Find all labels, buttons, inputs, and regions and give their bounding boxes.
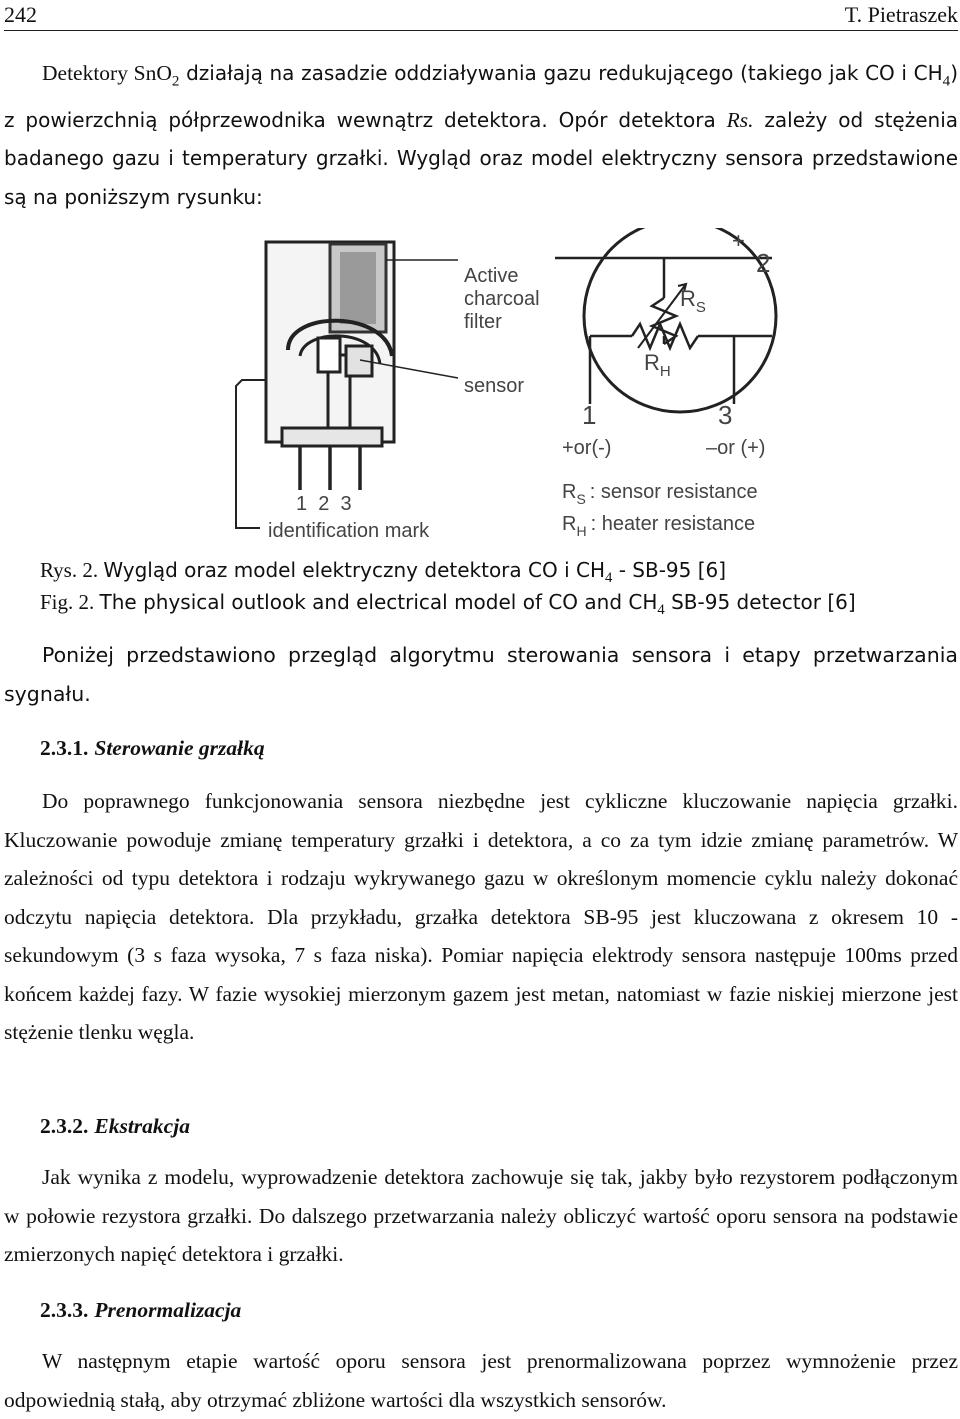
label-pins: 1 2 3 (296, 493, 352, 515)
page-number: 242 (4, 2, 37, 27)
section-heading-2 (40, 1114, 190, 1139)
section-3-text: W następnym etapie wartość oporu sensora jest prenormalizowana poprzez wymnożenie przez odpowiednią stałą, aby otrzymać zbliżone wartości dla wszystkich sensorów. (4, 1349, 958, 1412)
legend-rh: $R_H$ : heater resistance (562, 513, 756, 539)
section-1-title: Sterowanie grzałką (94, 736, 265, 760)
section-3-number: 2.3.3. (40, 1298, 89, 1322)
label-pin-1: 1 (582, 400, 597, 430)
section-2-text: Jak wynika z modelu, wyprowadzenie detektora zachowuje się tak, jakby było rezystorem podłączonym w połowie rezystora grzałki. Do dalszego przetwarzania należy obliczyć wartość oporu sensora na podstawie zmierzonych napięć detektora i grzałki. (4, 1165, 958, 1266)
section-heading-1 (40, 736, 265, 761)
caption-en-text: The physical outlook and electrical model of CO and CH (99, 590, 658, 614)
intro-sub-1: 2 (171, 73, 180, 90)
sensor-outlook-drawing (236, 242, 458, 528)
label-rh: $R_H$ (644, 350, 671, 380)
caption-pl-sub: 4 (605, 570, 613, 587)
intro-paragraph (4, 54, 958, 216)
overview-paragraph: Poniżej przedstawiono przegląd algorytmu sterowania sensora i etapy przetwarzania sygnału. (4, 643, 958, 706)
caption-pl-tail: - SB-95 [6] (612, 558, 727, 582)
section-3-title: Prenormalizacja (94, 1298, 242, 1322)
caption-en-sub: 4 (657, 602, 665, 619)
section-1-text: Do poprawnego funkcjonowania sensora niezbędne jest cykliczne kluczowanie napięcia grzałki. Kluczowanie powoduje zmianę temperatury grzałki i detektora, a co za tym idzie zmianę parametrów. W zależności od typu detektora i rodzaju wykrywanego gazu w określonym momencie cyklu należy dokonać odczytu napięcia detektora. Dla przykładu, grzałka detektora SB-95 jest kluczowana z okresem 10 - sekundowym (3 s faza wysoka, 7 s faza niska). Pomiar napięcia elektrody sensora następuje 100ms przed końcem każdej fazy. W fazie wysokiej mierzonym gazem jest metan, natomiast w fazie niskiej mierzone jest stężenie tlenku węgla. (4, 789, 958, 1044)
section-2-title: Ekstrakcja (94, 1114, 190, 1138)
sensor-figure (200, 228, 800, 548)
running-author: T. Pietraszek (844, 2, 958, 27)
caption-polish (40, 558, 726, 587)
label-active: Active (464, 265, 519, 287)
electrical-model-drawing (555, 228, 776, 412)
label-rs: $R_S$ (680, 286, 706, 316)
section-2-number: 2.3.2. (40, 1114, 89, 1138)
label-pin-1-polarity: +or(-) (562, 437, 612, 459)
section-1-number: 2.3.1. (40, 736, 89, 760)
intro-sub-2: 4 (942, 73, 951, 90)
intro-rs-symbol: Rs. (726, 107, 754, 132)
intro-text-3: ) z powierzchnią półprzewodnika wewnątrz detektora. Opór detektora (4, 61, 959, 132)
legend-rs: $R_S$ : sensor resistance (562, 481, 758, 507)
label-pin-3: 3 (718, 400, 733, 430)
caption-en-tail: SB-95 detector [6] (664, 590, 856, 614)
label-identification-mark: identification mark (268, 520, 430, 542)
intro-text-4: zależy od stężenia badanego gazu i temperatury grzałki. Wygląd oraz model elektryczny sensora przedstawione są na poniższym rysunku: (4, 107, 959, 209)
label-plus: + (732, 228, 745, 253)
label-pin-3-polarity: –or (+) (706, 437, 766, 459)
section-heading-3 (40, 1298, 241, 1323)
intro-text-1: Detektory SnO (42, 61, 172, 85)
intro-text-2: działają na zasadzie oddziaływania gazu redukującego (takiego jak CO i CH (179, 61, 943, 85)
label-pin-2: 2 (756, 248, 771, 278)
label-filter: filter (464, 311, 502, 333)
caption-english (40, 590, 856, 619)
label-charcoal: charcoal (464, 288, 540, 310)
label-sensor: sensor (464, 375, 525, 397)
caption-pl-text: Wygląd oraz model elektryczny detektora CO i CH (103, 558, 606, 582)
caption-pl-prefix: Rys. 2. (40, 558, 99, 582)
caption-en-prefix: Fig. 2. (40, 590, 95, 614)
running-header (4, 0, 958, 31)
